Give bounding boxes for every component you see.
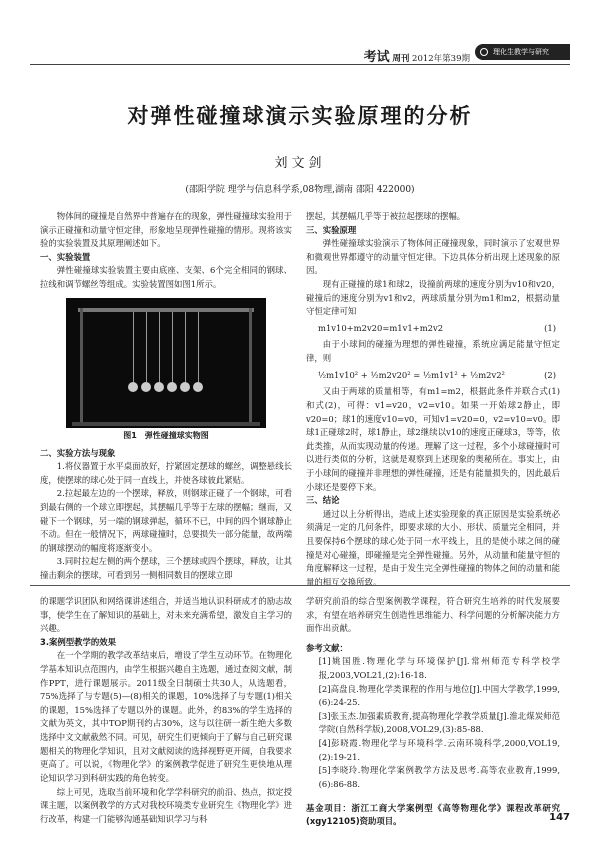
section-heading-effect: 3.案例型教学的效果 [40, 636, 117, 647]
conclusion-paragraph: 通过以上分析得出，造成上述实验现象的真正原因是实验系统必须满足一定的几何条件，即要求球的大小、形状、质量完全相同，并且要保持6个摆球的球心处于同一水平线上，且的是使小球之间的碰撞是对心碰撞，即碰撞是完全弹性碰撞。另外，从动量和能量守恒的角度解释这一过程，是由于发生完全弹性碰撞的物体之间的动量和能量的相互交换所致。 [306, 508, 560, 587]
reference-item: [1]姚国胜.物理化学与环境保护[J].常州师范专科学校学报,2003,VOL21,(2):16-18. [318, 656, 560, 681]
section-heading-apparatus: 一、实验装置 [40, 251, 91, 262]
section-heading-principle: 三、实验原理 [306, 224, 357, 235]
lower-right-column [306, 595, 560, 829]
funding-note: 基金项目：浙江工商大学案例型《高等物理化学》课程改革研究(xgy12105)资助项目。 [306, 802, 560, 827]
equation-1-text: m1v10+m2v20=m1v1+m2v2 [318, 322, 444, 333]
right-column [306, 210, 560, 589]
journal-freq: 周刊 [392, 54, 410, 64]
journal-issue: 2012年第39期 [412, 54, 470, 64]
equation-2 [318, 369, 560, 383]
affiliation: (邵阳学院 理学与信息科学系,08物理,湖南 邵阳 422000) [185, 185, 415, 195]
prev-article-paragraph: 的课题学识团队和网络课讲述组合，并适当地认识科研成才的励志故事，使学生在了解知识的基础上，对未来充满希望，激发自主学习的兴趣。 [40, 596, 292, 634]
energy-paragraph: 由于小球间的碰撞为理想的弹性碰撞，系统应满足能量守恒定律，则 [306, 339, 560, 364]
closing-paragraph: 学研究前沿的综合型案例教学课程，符合研究生培养的时代发展要求，有望在培养研究生创造性思维能力、科学问题的分析解决能力方面作出贡献。 [306, 596, 560, 634]
page-number: 147 [549, 812, 570, 823]
figure-caption: 图1 弹性碰撞球实物图 [123, 430, 209, 440]
reference-item: [4]彭晓霞.物理化学与环境科学.云南环境科学,2000,VOL19,(2):19-21. [318, 738, 560, 762]
section-heading-method: 二、实验方法与现象 [40, 447, 116, 458]
equation-2-text: ½m1v10² + ½m2v20² = ½m1v1² + ½m2v2² [318, 369, 505, 380]
journal-name: 考试 [363, 50, 390, 65]
section-heading-conclusion: 三、结论 [306, 495, 340, 506]
method-step-2: 2.拉起最左边的一个摆球，释放，则钢球正碰了一个钢球，可看到最右侧的一个球立即摆起，其摆幅几乎等于左球的摆幅；继而，又碰下一个钢球，另一端的钢球弹起，循环不已，中间的四个钢球静止不动。但在一般情况下，两球碰撞时，总要损失一部分能量，故两端的钢球摆动的幅度将逐渐变小。 [40, 488, 292, 553]
equation-1 [318, 322, 560, 336]
reference-item: [2]高盘良.物理化学类课程的作用与地位[J].中国大学教学,1999,(6):24-25. [318, 683, 560, 708]
summary-paragraph: 综上可见，选取当前环境和化学学科研究的前沿、热点，拟定授课主题，以案例教学的方式对我校环境类专业研究生《物理化学》进行改革，构建一门能够沟通基础知识学习与科 [40, 786, 292, 824]
continued-paragraph: 摆起，其摆幅几乎等于被拉起摆球的摆幅。 [306, 211, 466, 221]
effect-paragraph: 在一个学期的教学改革结束后，增设了学生互动环节。在物理化学基本知识点范围内，由学生根据兴趣自主选题，通过查阅文献，制作PPT，进行课题展示。2011级全日制硕士共30人，从选题看，75%选择了与专题(5)—(8)相关的课题，10%选择了与专题(1)相关的课题，15%选择了专题以外的课题。此外，约83%的学生选择的文献为英文，其中TOP期刊约占30%，这与以往研一新生绝大多数选择中文文献截然不同。可见，研究生们更倾向于了解与自己研究课题相关的物理化学知识，且对文献阅读的选择视野更开阔，自我要求更高了。可以说，《物理化学》的案例教学促进了研究生更快地从理论知识学习到科研实践的角色转变。 [40, 650, 292, 783]
author: 刘文剑 [274, 156, 326, 171]
intro-paragraph: 物体间的碰撞是自然界中普遍存在的现象，弹性碰撞球实验用于演示正碰撞和动量守恒定律，形象地呈现弹性碰撞的情形。现将该实验的实验装置及其原理阐述如下。 [40, 211, 292, 249]
apparatus-photo [66, 298, 266, 428]
article-title: 对弹性碰撞球演示实验原理的分析 [127, 104, 473, 128]
article-divider [30, 585, 570, 586]
reference-item: [3]张玉杰.加强素质教育,提高物理化学教学质量[J].淮北煤炭师范学院(自然科学版),2008,VOL29,(3):85-88. [318, 710, 560, 735]
collision-setup: 现有正碰撞的球1和球2，设撞前两球的速度分别为v10和v20，碰撞后的速度分别为v1和v2，两球质量分别为m1和m2，根据动量守恒定律可知 [306, 279, 560, 317]
running-header [0, 42, 600, 66]
derivation-paragraph: 又由于两球的质量相等，有m1=m2，根据此条件并联合式(1)和式(2)，可得：v1=v20，v2=v10。如果一开始球2静止，即v20=0；球1的速度v10=v0，可知v1=v20=0，v2=v10=v0。即球1正碰球2时，球1静止，球2继续以v10的速度正碰球3，等等，依此类推，从而实现动量的传递。理解了这一过程，多个小球碰撞时可以进行类似的分析，这就是观察到上述现象的奥秘所在。事实上，由于小球间的碰撞并非理想的弹性碰撞，还是有能量损失的，因此最后小球还是要停下来。 [306, 386, 560, 492]
lower-left-column [40, 595, 292, 826]
principle-paragraph: 弹性碰撞球实验演示了物体间正碰撞现象，同时演示了宏观世界和微观世界都遵守的动量守恒定律。下边具体分析出现上述现象的原因。 [306, 238, 560, 276]
method-step-3: 3.同时拉起左侧的两个摆球，三个摆球或四个摆球，释放，让其撞击剩余的摆球，可看到另一侧相同数目的摆球立即 [40, 556, 292, 581]
reference-item: [5]李晓玲.物理化学案例教学方法及思考.高等农业教育,1999,(6):86-88. [318, 765, 560, 789]
header-rule [30, 64, 570, 65]
apparatus-paragraph: 弹性碰撞球实验装置主要由底座、支架、6个完全相同的钢球、拉线和调节螺丝等组成。实验装置图如图1所示。 [40, 265, 292, 290]
section-tag: 理化生教学与研究 [475, 44, 570, 60]
left-column [40, 210, 292, 583]
equation-2-number: (2) [544, 369, 556, 380]
references-title: 参考文献： [306, 642, 348, 653]
method-step-1: 1.将仪器置于水平桌面放好，拧紧固定摆球的螺丝，调整悬线长度，使摆球的球心处于同一直线上，并使各球彼此紧贴。 [40, 461, 292, 485]
equation-1-number: (1) [544, 322, 556, 333]
journal-info [364, 46, 470, 65]
